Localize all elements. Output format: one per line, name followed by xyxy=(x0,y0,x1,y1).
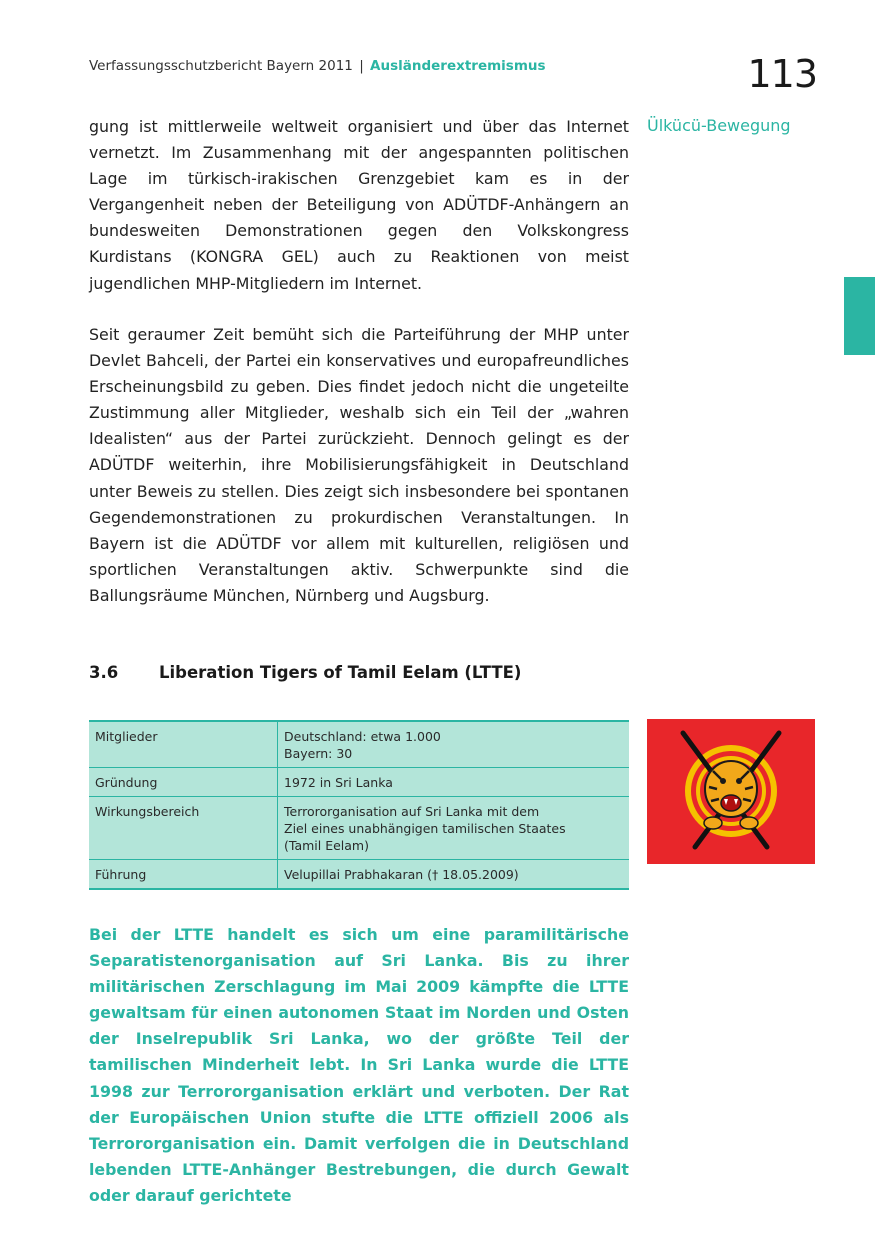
body-paragraph: Seit geraumer Zeit bemüht sich die Parteiführung der MHP unter Devlet Bahceli, der Partei ein konservatives und europafreundliches Erscheinungsbild zu geben. Dies findet jedoch nicht die ungeteilte Zustimmung aller Mitglieder, weshalb sich ein Teil der „wahren Idealisten“ aus der Partei zurückzieht. Dennoch gelingt es der ADÜTDF weiterhin, ihre Mobilisierungsfähigkeit in Deutschland unter Beweis zu stellen. Dies zeigt sich insbesondere bei spontanen Gegendemonstrationen zu prokurdischen Veranstaltungen. In Bayern ist die ADÜTDF vor allem mit kulturellen, religiösen und sportlichen Veranstaltungen aktiv. Schwerpunkte sind die Ballungsräume München, Nürnberg und Augsburg. xyxy=(89,325,629,605)
table-value: Velupillai Prabhakaran († 18.05.2009) xyxy=(284,867,519,882)
fact-table xyxy=(89,720,629,890)
table-key: Mitglieder xyxy=(89,721,278,768)
table-key: Wirkungsbereich xyxy=(89,797,278,860)
header-section: Ausländerextremismus xyxy=(370,58,546,74)
running-header xyxy=(89,58,546,74)
table-key: Gründung xyxy=(89,768,278,797)
chapter-tab-marker xyxy=(844,277,875,355)
section-number: 3.6 xyxy=(89,663,119,682)
section-title: Liberation Tigers of Tamil Eelam (LTTE) xyxy=(159,663,522,682)
table-row xyxy=(89,721,629,768)
table-value: Terrororganisation auf Sri Lanka mit dem Ziel eines unabhängigen tamilischen Staates (Tamil Eelam) xyxy=(278,797,630,860)
intro-paragraph: Bei der LTTE handelt es sich um eine paramilitärische Separatistenorganisation auf Sri Lanka. Bis zu ihrer militärischen Zerschlagung im Mai 2009 kämpfte die LTTE gewaltsam für einen autonomen Staat im Norden und Osten der Inselrepublik Sri Lanka, wo der größte Teil der tamilischen Minderheit lebt. In Sri Lanka wurde die LTTE 1998 zur Terrororganisation erklärt und verboten. Der Rat der Europäischen Union stufte die LTTE offiziell 2006 als Terrororganisation ein. Damit verfolgen die in Deutschland lebenden LTTE-Anhänger Bestrebungen, die durch Gewalt oder darauf gerichtete xyxy=(89,925,629,1205)
sidebar-label: Ülkücü-Bewegung xyxy=(647,116,791,135)
header-separator: | xyxy=(359,58,364,74)
section-heading xyxy=(89,663,521,682)
table-row xyxy=(89,797,629,860)
table-value: Deutschland: etwa 1.000 Bayern: 30 xyxy=(278,721,630,768)
table-key: Führung xyxy=(89,860,278,890)
body-paragraph: gung ist mittlerweile weltweit organisiert und über das Internet vernetzt. Im Zusammenhang mit der angespannten politischen Lage im türkisch-irakischen Grenzgebiet kam es in der Vergangenheit neben der Beteiligung von ADÜTDF-Anhängern an bundesweiten Demonstrationen gegen den Volkskongress Kurdistans (KONGRA GEL) auch zu Reaktionen von meist jugendlichen MHP-Mitgliedern im Internet. xyxy=(89,117,629,293)
table-value: 1972 in Sri Lanka xyxy=(278,768,630,797)
ltte-flag-icon xyxy=(647,719,815,864)
report-title: Verfassungsschutzbericht Bayern 2011 xyxy=(89,58,353,74)
table-row xyxy=(89,768,629,797)
page-number: 113 xyxy=(747,52,817,96)
table-row xyxy=(89,860,629,890)
